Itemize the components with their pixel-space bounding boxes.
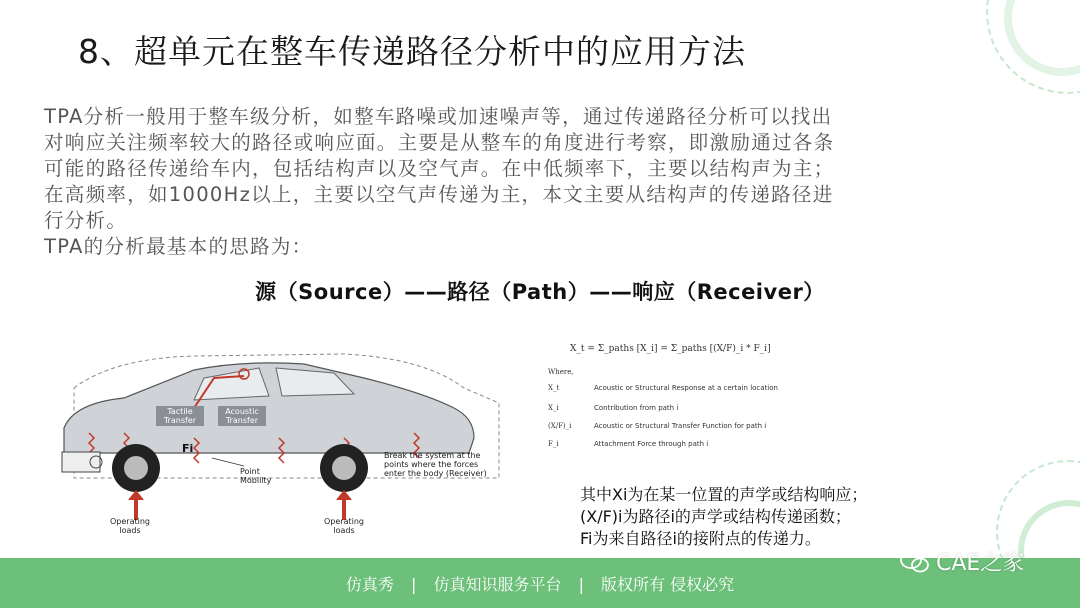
tactile-label-1: Tactile [167,407,193,416]
operating-loads-front-1: Operating [110,517,150,526]
tpa-equation-figure [538,334,778,460]
footer-brand: 仿真秀 [345,575,394,594]
symbol-xi: X_i [548,404,559,412]
paragraph-line: TPA的分析最基本的思路为： [44,235,313,258]
point-mobility-label-2: Mobility [240,476,272,485]
break-note-1: Break the system at the [384,451,481,460]
desc-xf: Acoustic or Structural Transfer Function for path i [594,422,767,430]
footer-copyright: 版权所有 侵权必究 [601,575,735,594]
car-tpa-diagram [44,348,514,538]
watermark-text: CAE之家 [936,551,1025,576]
explanation-notes [580,484,867,550]
note-line: Fi为来自路径i的接附点的传递力。 [580,529,821,548]
note-line: 其中Xi为在某一位置的声学或结构响应； [580,485,868,504]
paragraph-line: 可能的路径传递给车内，包括结构声以及空气声。在中低频率下，主要以结构声为主； [44,157,835,180]
break-note-2: points where the forces [384,460,479,469]
body-paragraph [44,104,1044,260]
where-label: Where, [548,368,574,376]
tpa-concept-line: 源（Source）——路径（Path）——响应（Receiver） [255,280,825,304]
paragraph-line: 对响应关注频率较大的路径或响应面。主要是从整车的角度进行考察，即激励通过各条 [44,131,835,154]
break-note-3: enter the body (Receiver) [384,469,487,478]
symbol-xt: X_t [548,384,560,392]
desc-xi: Contribution from path i [594,404,679,412]
car-window-rear [276,368,354,396]
acoustic-label-1: Acoustic [225,407,259,416]
desc-xt: Acoustic or Structural Response at a certain location [594,384,778,392]
footer-separator: | [410,575,417,594]
car-body [64,363,474,453]
fi-label: Fi [182,442,194,455]
operating-loads-rear-1: Operating [324,517,364,526]
note-line: (X/F)i为路径i的声学或结构传递函数； [580,507,851,526]
operating-loads-front-2: loads [119,526,141,535]
watermark [900,546,1024,577]
tactile-label-2: Transfer [163,416,197,425]
acoustic-label-2: Transfer [225,416,259,425]
page-title: 8、超单元在整车传递路径分析中的应用方法 [78,32,746,71]
paragraph-line: 在高频率，如1000Hz以上，主要以空气声传递为主，本文主要从结构声的传递路径进 [44,183,834,206]
footer-separator: | [578,575,584,594]
footer-platform: 仿真知识服务平台 [433,575,562,594]
paragraph-line: TPA分析一般用于整车级分析，如整车路噪或加速噪声等，通过传递路径分析可以找出 [44,105,833,128]
paragraph-line: 行分析。 [44,209,128,232]
symbol-fi: F_i [548,440,559,448]
engine-box [62,452,100,472]
car-diagram-svg [44,348,514,538]
symbol-xf: (X/F)_i [548,422,572,430]
wechat-icon [900,551,930,573]
tpa-equation: X_t = Σ_paths [X_i] = Σ_paths [(X/F)_i * F_i] [570,344,771,354]
desc-fi: Attachment Force through path i [594,440,709,448]
operating-loads-rear-2: loads [333,526,355,535]
point-mobility-label-1: Point [240,467,260,476]
